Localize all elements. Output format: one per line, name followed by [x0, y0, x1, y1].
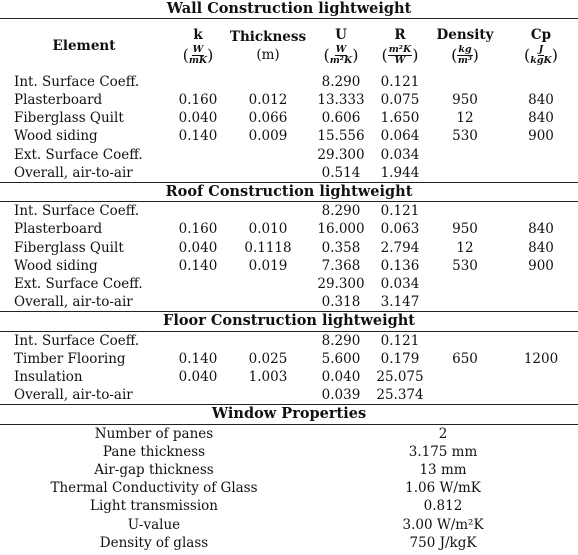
window-property-value: 750 J/kgK [409, 534, 477, 551]
floor-cell-density [426, 368, 504, 386]
roof-cell-r: 3.147 [380, 294, 420, 311]
floor-cell-u: 0.039 [321, 387, 361, 404]
roof-cell-cp: 840 [528, 221, 554, 238]
floor-cell-cp: 1200 [523, 350, 559, 367]
roof-cell-u: 7.368 [321, 257, 361, 274]
roof-rows [0, 202, 578, 312]
wall-cell-element: Int. Surface Coeff. [14, 73, 140, 90]
roof-cell-density [426, 202, 504, 221]
roof-cell-u: 16.000 [317, 221, 365, 238]
roof-cell-k [168, 293, 228, 312]
window-property-value: 3.175 mm [408, 443, 478, 460]
roof-row [0, 239, 578, 257]
floor-row [0, 350, 578, 368]
window-row [0, 424, 578, 443]
wall-cell-r: 0.064 [380, 128, 420, 145]
roof-row [0, 275, 578, 293]
wall-cell-thickness: 0.009 [248, 128, 288, 145]
floor-cell-thickness [228, 386, 308, 405]
floor-cell-r: 25.075 [376, 368, 424, 385]
wall-row [0, 146, 578, 164]
window-row [0, 461, 578, 479]
roof-cell-cp: 840 [528, 239, 554, 256]
roof-cell-thickness [228, 293, 308, 312]
roof-row [0, 202, 578, 221]
wall-cell-k: 0.040 [178, 110, 218, 127]
wall-cell-u: 13.333 [317, 91, 365, 108]
floor-rows [0, 331, 578, 405]
window-row [0, 534, 578, 552]
floor-cell-r: 0.179 [380, 350, 420, 367]
wall-row [0, 109, 578, 127]
wall-cell-element: Fiberglass Quilt [14, 110, 124, 127]
wall-row [0, 164, 578, 183]
roof-cell-thickness [228, 202, 308, 221]
wall-cell-cp: 900 [528, 128, 554, 145]
window-property-label: Pane thickness [102, 443, 206, 460]
floor-cell-thickness: 0.025 [248, 350, 288, 367]
roof-cell-k: 0.040 [178, 239, 218, 256]
roof-cell-thickness [228, 275, 308, 293]
roof-cell-density: 12 [456, 239, 474, 256]
wall-cell-k [168, 164, 228, 183]
wall-cell-r: 0.075 [380, 91, 420, 108]
wall-cell-k [168, 146, 228, 164]
window-property-label: Air-gap thickness [94, 461, 214, 478]
wall-cell-u: 0.514 [321, 164, 361, 181]
wall-row [0, 73, 578, 91]
roof-cell-element: Int. Surface Coeff. [14, 203, 140, 220]
floor-cell-u: 0.040 [321, 368, 361, 385]
floor-cell-density [426, 386, 504, 405]
wall-cell-density [426, 164, 504, 183]
window-rows [0, 424, 578, 552]
wall-cell-k: 0.140 [178, 128, 218, 145]
header-cp: Cp ( $\frac{J}{\text{kgK}}$ ) [524, 27, 558, 66]
roof-cell-thickness: 0.019 [248, 257, 288, 274]
wall-cell-element: Overall, air-to-air [14, 164, 133, 181]
roof-cell-r: 0.121 [380, 203, 420, 220]
wall-row [0, 127, 578, 145]
header-k: k ( $\frac{W}{mK}$ ) [182, 27, 214, 66]
window-property-label: Number of panes [94, 425, 214, 442]
floor-cell-r: 25.374 [376, 387, 424, 404]
wall-cell-density [426, 73, 504, 91]
wall-cell-r: 0.121 [380, 73, 420, 90]
roof-cell-r: 0.034 [380, 275, 420, 292]
window-property-label: Thermal Conductivity of Glass [50, 480, 258, 497]
wall-cell-density: 950 [452, 91, 478, 108]
roof-cell-r: 2.794 [380, 239, 420, 256]
roof-cell-u: 29.300 [317, 275, 365, 292]
wall-cell-r: 1.650 [380, 110, 420, 127]
floor-cell-cp [504, 386, 578, 405]
floor-cell-u: 5.600 [321, 350, 361, 367]
wall-section-title: Wall Construction lightweight [0, 0, 578, 19]
roof-cell-k [168, 275, 228, 293]
header-density: Density ( $\frac{kg}{\text{m³}}$ ) [436, 27, 494, 66]
floor-row [0, 331, 578, 350]
wall-cell-thickness [228, 73, 308, 91]
window-property-value: 1.06 W/mK [405, 480, 481, 497]
roof-cell-element: Overall, air-to-air [14, 294, 133, 311]
wall-cell-density: 530 [452, 128, 478, 145]
roof-cell-k [168, 202, 228, 221]
floor-cell-element: Int. Surface Coeff. [14, 332, 140, 349]
wall-row [0, 91, 578, 109]
roof-cell-cp: 900 [528, 257, 554, 274]
floor-cell-k: 0.140 [178, 350, 218, 367]
window-property-value: 3.00 W/m²K [402, 516, 484, 533]
wall-cell-k [168, 73, 228, 91]
floor-cell-element: Timber Flooring [14, 350, 126, 367]
roof-cell-density: 950 [452, 221, 478, 238]
roof-cell-density [426, 293, 504, 312]
floor-row [0, 368, 578, 386]
roof-row [0, 257, 578, 275]
wall-cell-r: 1.944 [380, 164, 420, 181]
window-row [0, 479, 578, 497]
floor-row [0, 386, 578, 405]
window-row [0, 443, 578, 461]
floor-cell-u: 8.290 [321, 332, 361, 349]
window-property-value: 0.812 [423, 498, 463, 515]
floor-cell-thickness: 1.003 [248, 368, 288, 385]
roof-cell-u: 0.318 [321, 294, 361, 311]
wall-section [0, 0, 578, 73]
roof-row [0, 293, 578, 312]
floor-cell-cp [504, 368, 578, 386]
roof-cell-element: Fiberglass Quilt [14, 239, 124, 256]
roof-row [0, 220, 578, 238]
roof-cell-u: 0.358 [321, 239, 361, 256]
header-element: Element [52, 37, 116, 54]
window-property-label: U-value [127, 516, 181, 533]
roof-cell-thickness: 0.1118 [244, 239, 292, 256]
wall-cell-element: Ext. Surface Coeff. [14, 146, 143, 163]
wall-cell-thickness [228, 146, 308, 164]
wall-cell-element: Plasterboard [14, 91, 103, 108]
floor-cell-density: 650 [452, 350, 478, 367]
window-row [0, 497, 578, 515]
wall-cell-element: Wood siding [14, 128, 98, 145]
wall-cell-thickness [228, 164, 308, 183]
wall-cell-cp: 840 [528, 110, 554, 127]
wall-cell-r: 0.034 [380, 146, 420, 163]
roof-cell-element: Ext. Surface Coeff. [14, 275, 143, 292]
roof-cell-k: 0.140 [178, 257, 218, 274]
wall-cell-density [426, 146, 504, 164]
window-property-value: 2 [438, 425, 448, 442]
roof-cell-element: Wood siding [14, 257, 98, 274]
header-u: U ( $\frac{W}{\text{m²K}}$ ) [323, 27, 359, 66]
floor-cell-thickness [228, 331, 308, 350]
wall-cell-u: 8.290 [321, 73, 361, 90]
window-section [0, 405, 578, 424]
wall-cell-cp [504, 164, 578, 183]
roof-section [0, 182, 578, 201]
floor-section-title: Floor Construction lightweight [0, 312, 578, 331]
roof-cell-density [426, 275, 504, 293]
floor-cell-element: Insulation [14, 368, 83, 385]
floor-cell-cp [504, 331, 578, 350]
roof-cell-density: 530 [452, 257, 478, 274]
wall-cell-k: 0.160 [178, 91, 218, 108]
floor-cell-r: 0.121 [380, 332, 420, 349]
wall-cell-u: 29.300 [317, 146, 365, 163]
wall-cell-cp [504, 73, 578, 91]
header-r: R ( $\frac{\text{m²K}}{W}$ ) [381, 27, 419, 66]
roof-cell-r: 0.136 [380, 257, 420, 274]
floor-cell-k: 0.040 [178, 368, 218, 385]
roof-cell-k: 0.160 [178, 221, 218, 238]
window-section-title: Window Properties [0, 405, 578, 424]
header-thickness: Thickness (m) [229, 28, 307, 63]
floor-cell-density [426, 331, 504, 350]
roof-cell-thickness: 0.010 [248, 221, 288, 238]
window-property-label: Density of glass [99, 534, 209, 551]
roof-cell-cp [504, 293, 578, 312]
wall-cell-thickness: 0.066 [248, 110, 288, 127]
roof-cell-r: 0.063 [380, 221, 420, 238]
wall-cell-cp: 840 [528, 91, 554, 108]
floor-cell-k [168, 386, 228, 405]
wall-cell-thickness: 0.012 [248, 91, 288, 108]
floor-cell-element: Overall, air-to-air [14, 387, 133, 404]
wall-cell-cp [504, 146, 578, 164]
roof-cell-element: Plasterboard [14, 221, 103, 238]
window-property-value: 13 mm [419, 461, 467, 478]
wall-cell-u: 15.556 [317, 128, 365, 145]
roof-cell-cp [504, 202, 578, 221]
roof-cell-u: 8.290 [321, 203, 361, 220]
window-property-label: Light transmission [90, 498, 218, 515]
floor-section [0, 312, 578, 331]
roof-cell-cp [504, 275, 578, 293]
wall-cell-density: 12 [456, 110, 474, 127]
window-row [0, 516, 578, 534]
floor-cell-k [168, 331, 228, 350]
roof-section-title: Roof Construction lightweight [0, 182, 578, 201]
wall-cell-u: 0.606 [321, 110, 361, 127]
wall-rows [0, 73, 578, 183]
